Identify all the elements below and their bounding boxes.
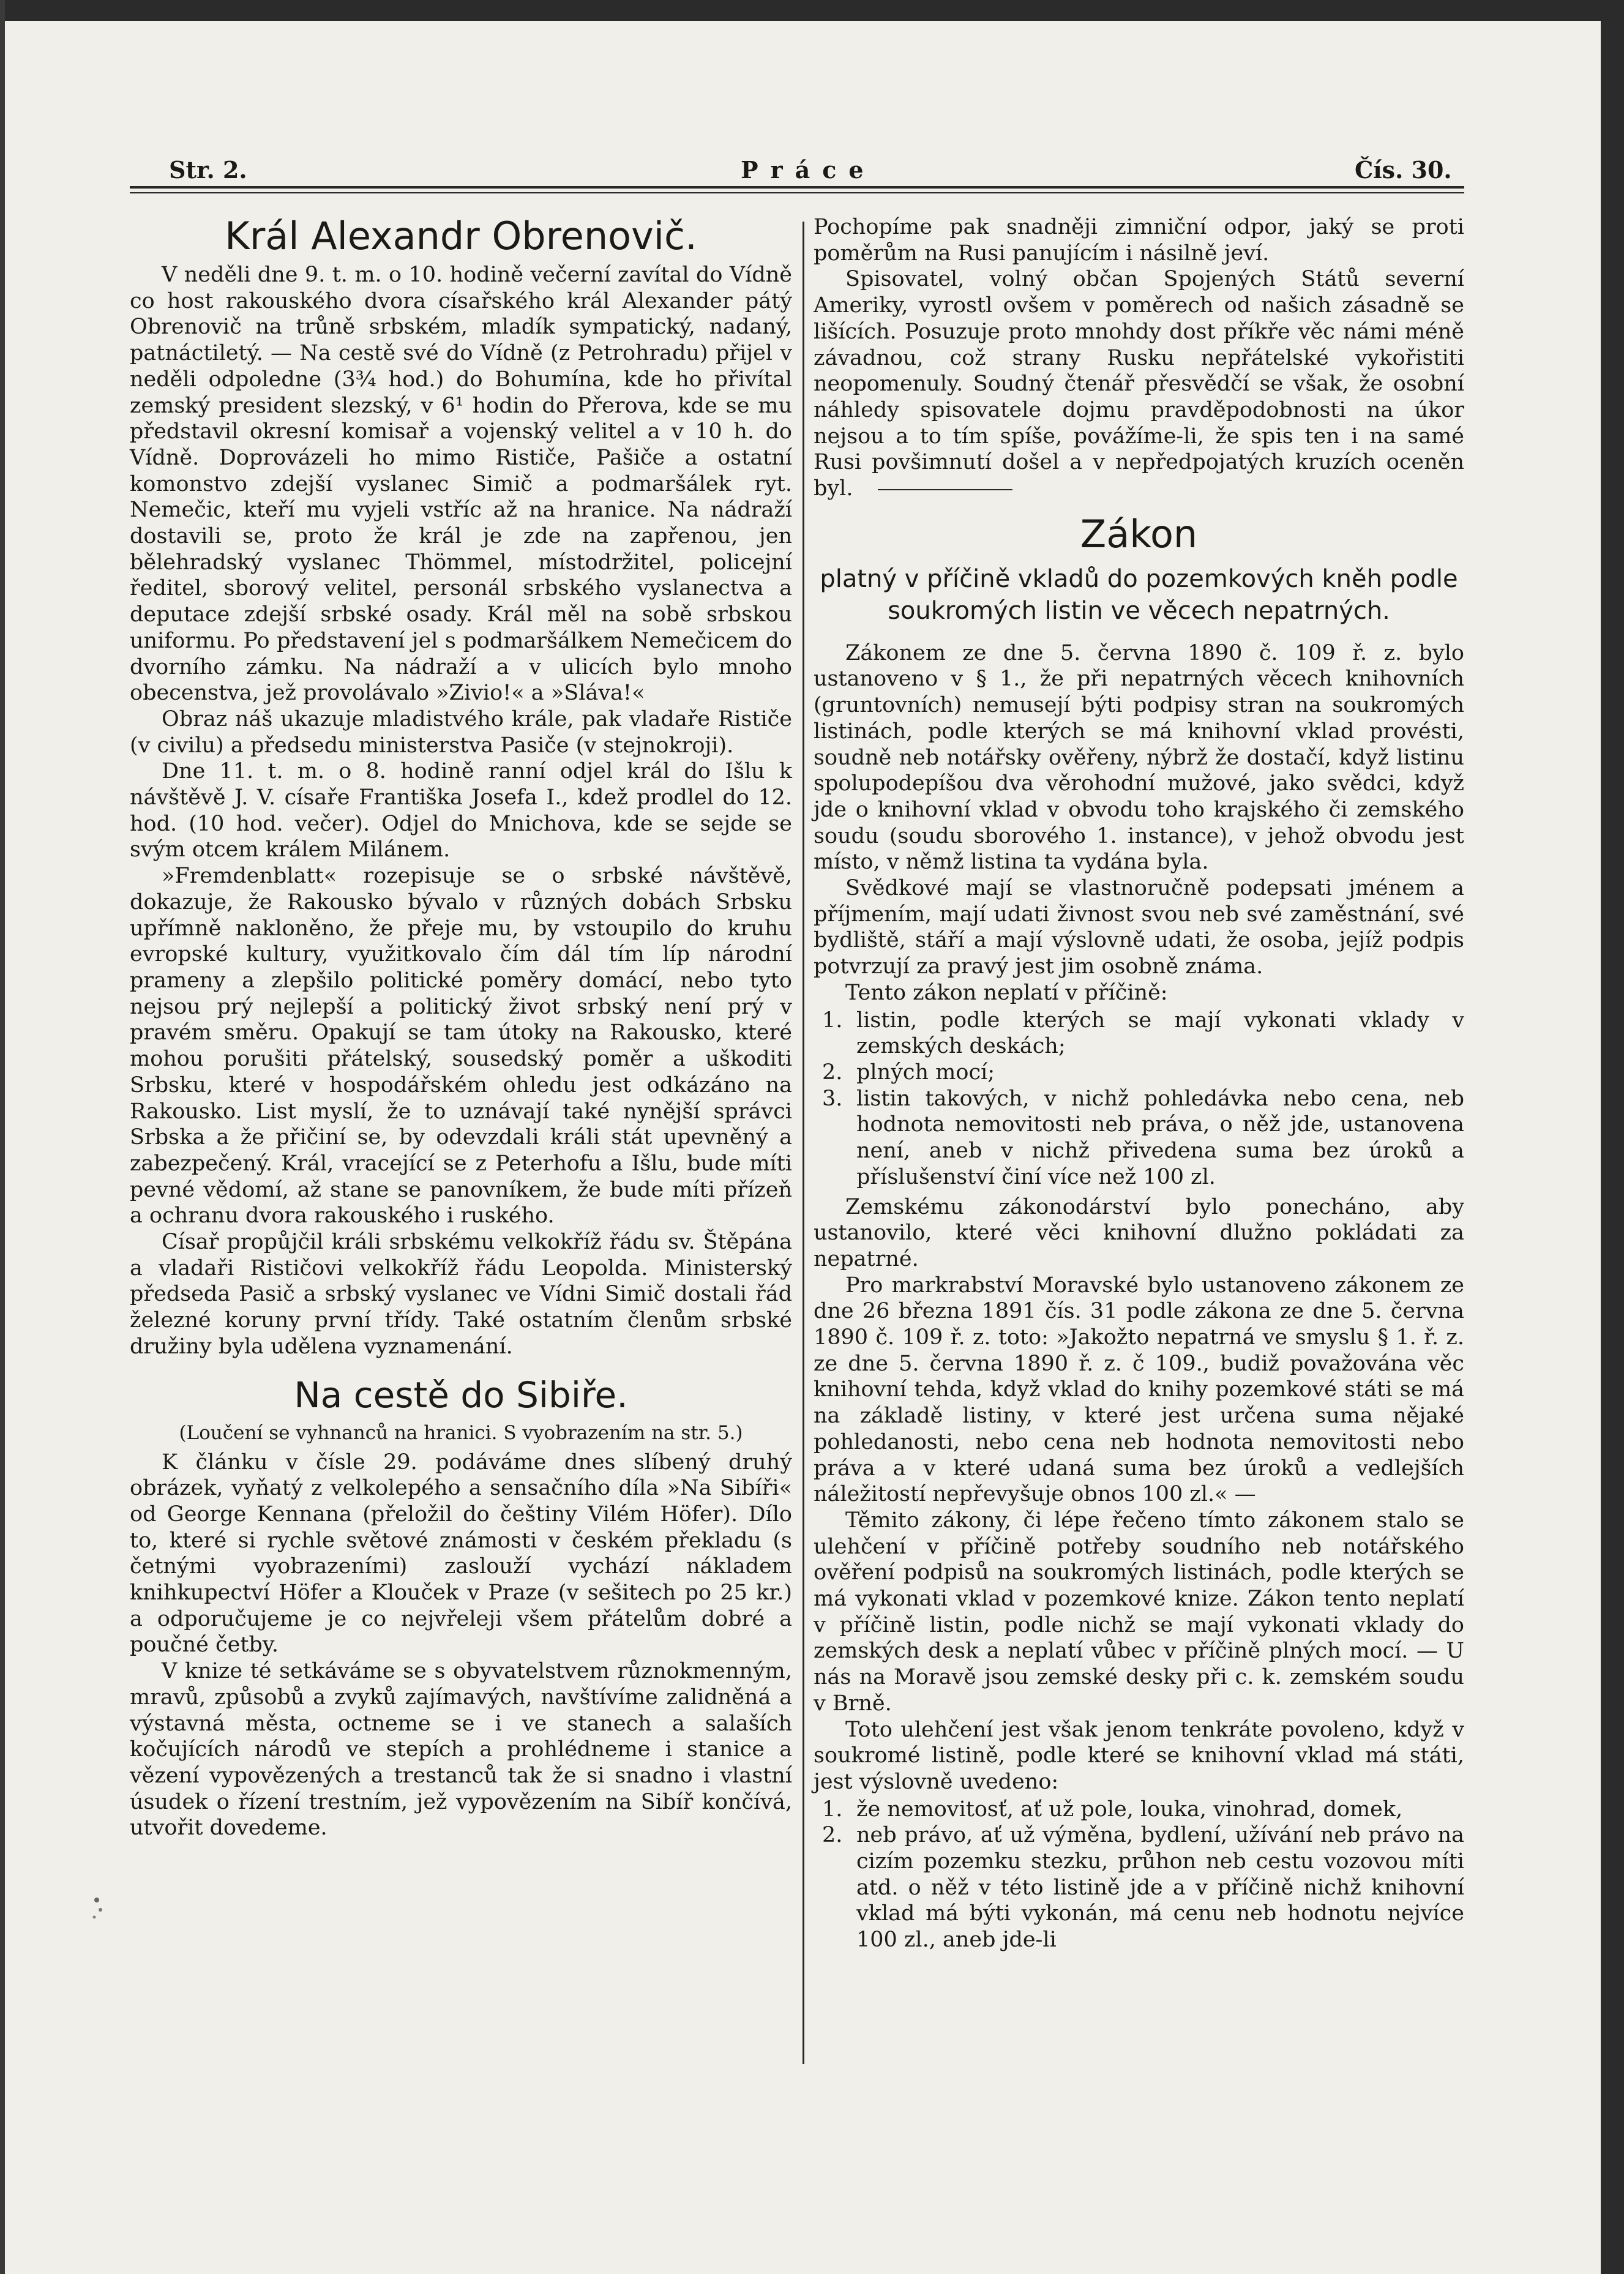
header-rule-thin bbox=[130, 192, 1464, 193]
list-number: 2. bbox=[822, 1823, 843, 1848]
list-number: 1. bbox=[822, 1797, 843, 1822]
ink-smudge bbox=[86, 1891, 110, 1928]
article-paragraph: Toto ulehčení jest však jenom tenkráte povoleno, když v soukromé listině, podle které se knihovní vklad má státi, jest výslovně uvedeno: bbox=[814, 1717, 1464, 1794]
article-paragraph: Zákonem ze dne 5. června 1890 č. 109 ř. z. bylo ustanoveno v § 1., že při nepatrných věcech knihovních (gruntovních) nemusejí býti podpisy stran na soukromých listinách, podle kterých se má knihovní vklad provésti, soudně neb notářsky ověřeny, nýbrž že dostačí, když listinu spolupodepíšou dva věrohodní mužové, jako svědci, když jde o knihovní vklad v obvodu toho krajského či zemského soudu (soudu sborového 1. instance), v jehož obvodu jest místo, v němž listina ta vydána byla. bbox=[814, 640, 1464, 875]
exception-list bbox=[814, 1008, 1464, 1191]
list-number: 3. bbox=[822, 1086, 843, 1111]
issue-number: Čís. 30. bbox=[1355, 156, 1452, 184]
article-title-king: Král Alexandr Obrenovič. bbox=[225, 214, 697, 258]
scan-edge-top bbox=[0, 0, 1624, 21]
article-note: (Loučení se vyhnanců na hranici. S vyobrazením na str. 5.) bbox=[179, 1421, 743, 1444]
article-paragraph: Tento zákon neplatí v příčině: bbox=[845, 980, 1168, 1005]
list-item bbox=[814, 1060, 1464, 1086]
list-item bbox=[814, 1008, 1464, 1060]
scan-edge-left bbox=[0, 0, 5, 2274]
list-text: že nemovitosť, ať už pole, louka, vinohrad, domek, bbox=[856, 1797, 1403, 1822]
article-paragraph: Těmito zákony, či lépe řečeno tímto zákonem stalo se ulehčení v příčině potřeby soudního neb notářského ověření podpisů na soukromých listinách, podle kterých se má vykonati vklad v pozemkové knize. Zákon tento neplatí v příčině listin, podle nichž se mají vykonati vklady do zemských desk a neplatí vůbec v příčině plných mocí. — U nás na Moravě jsou zemské desky při c. k. zemském soudu v Brně. bbox=[814, 1508, 1464, 1716]
list-number: 2. bbox=[822, 1060, 843, 1085]
end-rule bbox=[878, 489, 1012, 490]
article-paragraph: Dne 11. t. m. o 8. hodině ranní odjel král do Išlu k návštěvě J. V. císaře Františka Josefa I., kdež prodlel do 12. hod. (10 hod. večer). Odjel do Mnichova, kde se sejde se svým otcem králem Milánem. bbox=[130, 759, 792, 862]
article-paragraph: Svědkové mají se vlastnoručně podepsati jménem a příjmením, mají udati živnost svou neb své zaměstnání, své bydliště, stáří a mají výslovně udati, že osoba, jejíž podpis potvrzují za pravý jest jim osobně známa. bbox=[814, 876, 1464, 979]
article-subtitle: platný v příčině vkladů do pozemkových kněh podle soukromých listin ve věcech nepatrných. bbox=[820, 564, 1458, 625]
article-paragraph: V neděli dne 9. t. m. o 10. hodině večerní zavítal do Vídně co host rakouského dvora císařského král Alexander pátý Obrenovič na trůně srbském, mladík sympatický, nadaný, patnáctiletý. — Na cestě své do Vídně (z Petrohradu) přijel v neděli odpoledne (3¾ hod.) do Bohumína, kde ho přivítal zemský president slezský, v 6¹ hodin do Přerova, kde se mu představil okresní komisař a vojenský velitel a v 10 h. do Vídně. Doprovázeli ho mimo Rističe, Pašiče a ostatní komonstvo zdejší vyslanec Simič a podmaršálek ryt. Nemečic, kteří mu vyjeli vstříc až na hranice. Na nádraží dostavili se, proto že král je zde na zapřenou, jen bělehradský vyslanec Thömmel, místodržitel, policejní ředitel, sborový velitel, personál srbského vyslanectva a deputace zdejší srbské osady. Král měl na sobě srbskou uniformu. Po představení jel s podmaršálkem Nemečicem do dvorního zámku. Na nádraží a v ulicích bylo mnoho obecenstva, jež provolávalo »Zivio!« a »Sláva!« bbox=[130, 263, 792, 706]
article-title-law: Zákon bbox=[1080, 511, 1198, 556]
header-rule bbox=[130, 186, 1464, 189]
list-text: neb právo, ať už výměna, bydlení, užívání neb právo na cizím pozemku stezku, průhon neb cestu vozovou míti atd. o něž v této listině jde a v příčině nichž knihovní vklad má býti vykonán, má cenu neb hodnotu nejvíce 100 zl., aneb jde-li bbox=[856, 1823, 1464, 1953]
page-number: Str. 2. bbox=[169, 156, 247, 184]
article-paragraph: Pro markrabství Moravské bylo ustanoveno zákonem ze dne 26 března 1891 čís. 31 podle zákona ze dne 5. června 1890 č. 109 ř. z. toto: »Jakožto nepatrná ve smyslu § 1. ř. z. ze dne 5. června 1890 ř. z. č 109., budiž považována věc knihovní tehda, když vklad do knihy pozemkové státi se má na základě listiny, v které jest určena suma nějaké pohledanosti, nebo cena neb hodnota nemovitosti nebo práva a v které udaná suma bez úroků a vedlejších náležitostí nepřevyšuje obnos 100 zl.« — bbox=[814, 1273, 1464, 1507]
column-divider bbox=[803, 222, 804, 2064]
condition-list bbox=[814, 1797, 1464, 1953]
article-title-siberia: Na cestě do Sibiře. bbox=[294, 1374, 628, 1416]
article-paragraph: Pochopíme pak snadněji zimniční odpor, jaký se proti poměrům na Rusi panujícím i násilně jeví. bbox=[814, 215, 1464, 266]
newspaper-title: Práce bbox=[741, 156, 876, 184]
scan-edge-right bbox=[1601, 0, 1624, 2274]
list-item bbox=[814, 1086, 1464, 1191]
list-text: plných mocí; bbox=[856, 1060, 995, 1085]
article-paragraph-text: Spisovatel, volný občan Spojených Států severní Ameriky, vyrostl ovšem v poměrech od našich zásadně se lišících. Posuzuje proto mnohdy dost příkře věc námi méně závadnou, což strany Rusku nepřátelské vykořistiti neopomenuly. Soudný čtenář přesvědčí se však, že osobní náhledy spisovatele dojmu pravděpodobnosti na úkor nejsou a to tím spíše, povážíme-li, že spis ten i na samé Rusi povšimnutí došel a v nepředpojatých kruzích oceněn byl. bbox=[814, 267, 1464, 501]
list-number: 1. bbox=[822, 1008, 843, 1033]
left-column bbox=[130, 214, 792, 1841]
article-paragraph: »Fremdenblatt« rozepisuje se o srbské návštěvě, dokazuje, že Rakousko bývalo v různých dobách Srbsku upřímně nakloněno, že přeje mu, by vstoupilo do kruhu evropské kultury, využitkovalo čím dál tím líp národní prameny a zlepšilo politické poměry domácí, nebo tyto nejsou prý nejlepší a politický život srbský není prý v pravém směru. Opakují se tam útoky na Rakousko, které mohou porušiti přátelský, sousedský poměr a uškoditi Srbsku, které v hospodářském ohledu jest odkázáno na Rakousko. List myslí, že to uznávají také nynější správci Srbska a že přičiní se, by odevzdali králi stát upevněný a zabezpečený. Král, vracející se z Peterhofu a Išlu, bude míti pevné vědomí, až stane se panovníkem, že bude míti přízeň a ochranu dvora rakouského i ruského. bbox=[130, 864, 792, 1229]
right-column bbox=[814, 214, 1464, 1957]
article-paragraph: Obraz náš ukazuje mladistvého krále, pak vladaře Rističe (v civilu) a předsedu ministerstva Pasiče (v stejnokroji). bbox=[130, 706, 792, 758]
article-paragraph bbox=[814, 266, 1464, 501]
list-item bbox=[814, 1797, 1464, 1823]
list-item bbox=[814, 1822, 1464, 1953]
article-paragraph: K článku v čísle 29. podáváme dnes slíbený druhý obrázek, vyňatý z velkolepého a sensačního díla »Na Sibíři« od George Kennana (přeložil do češtiny Vilém Höfer). Dílo to, které si rychle světové známosti v českém překladu (s četnými vyobrazeními) zaslouží vychází nákladem knihkupectví Höfer a Klouček v Praze (v sešitech po 25 kr.) a odporučujeme je co nejvřeleji všem přátelům dobré a poučné četby. bbox=[130, 1449, 792, 1658]
list-text: listin, podle kterých se mají vykonati vklady v zemských deskách; bbox=[856, 1008, 1464, 1059]
article-paragraph: Císař propůjčil králi srbskému velkokříž řádu sv. Štěpána a vladaři Rističovi velkokříž řádu Leopolda. Ministerský předseda Pasič a srbský vyslanec ve Vídni Simič dostali řád železné koruny první třídy. Také ostatním členům srbské družiny byla udělena vyznamenání. bbox=[130, 1230, 792, 1359]
article-paragraph: Zemskému zákonodárství bylo ponecháno, aby ustanovilo, které věci knihovní dlužno pokládati za nepatrné. bbox=[814, 1194, 1464, 1271]
article-paragraph: V knize té setkáváme se s obyvatelstvem různokmenným, mravů, způsobů a zvyků zajímavých, navštívíme zalidněná a výstavná města, octneme se i ve stanech a salaších kočujících národů ve stepích a prohlédneme i stanice a vězení vypovězených a trestanců tak že si snadno i vlastní úsudek o řízení trestním, jež vypovězením na Sibíř končívá, utvořit dovedeme. bbox=[130, 1659, 792, 1841]
list-text: listin takových, v nichž pohledávka nebo cena, neb hodnota nemovitosti neb práva, o něž jde, ustanovena není, aneb v nichž přivedena suma bez úroků a příslušenství činí více než 100 zl. bbox=[856, 1086, 1464, 1189]
